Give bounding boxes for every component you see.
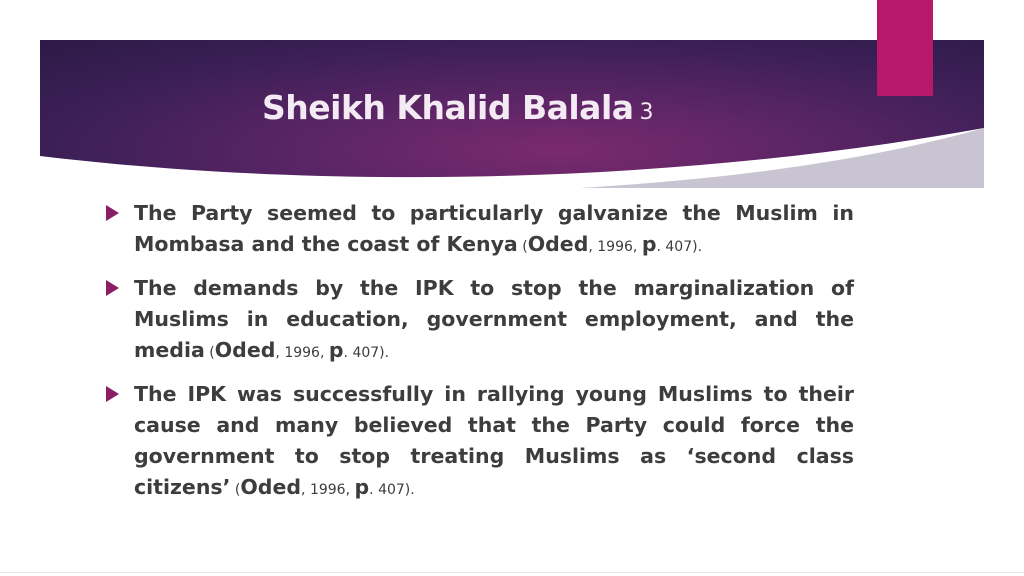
bullet-item bbox=[106, 379, 854, 506]
bottom-divider bbox=[0, 572, 1024, 573]
accent-tab bbox=[877, 0, 933, 96]
citation: (Oded, 1996, p. 407). bbox=[230, 475, 415, 499]
slide-title-number: 3 bbox=[639, 100, 654, 125]
citation: (Oded, 1996, p. 407). bbox=[204, 338, 390, 362]
slide-title-text: Sheikh Khalid Balala bbox=[262, 88, 634, 127]
bullet-arrow-icon bbox=[106, 205, 119, 221]
bullet-arrow-icon bbox=[106, 280, 119, 296]
bullet-text: The Party seemed to particularly galvanize the Muslim in Mombasa and the coast of Kenya bbox=[134, 201, 854, 256]
bullet-text: The IPK was successfully in rallying young Muslims to their cause and many believed that the Party could force the government to stop treating Muslims as ‘second class citizens’ bbox=[134, 382, 854, 499]
bullet-item bbox=[106, 273, 854, 369]
bullet-list bbox=[106, 198, 854, 516]
bullet-arrow-icon bbox=[106, 386, 119, 402]
citation: (Oded, 1996, p. 407). bbox=[517, 232, 703, 256]
bullet-item bbox=[106, 198, 854, 263]
slide-title bbox=[262, 88, 653, 127]
bullet-text: The demands by the IPK to stop the marginalization of Muslims in education, government employment, and the media bbox=[134, 276, 854, 362]
